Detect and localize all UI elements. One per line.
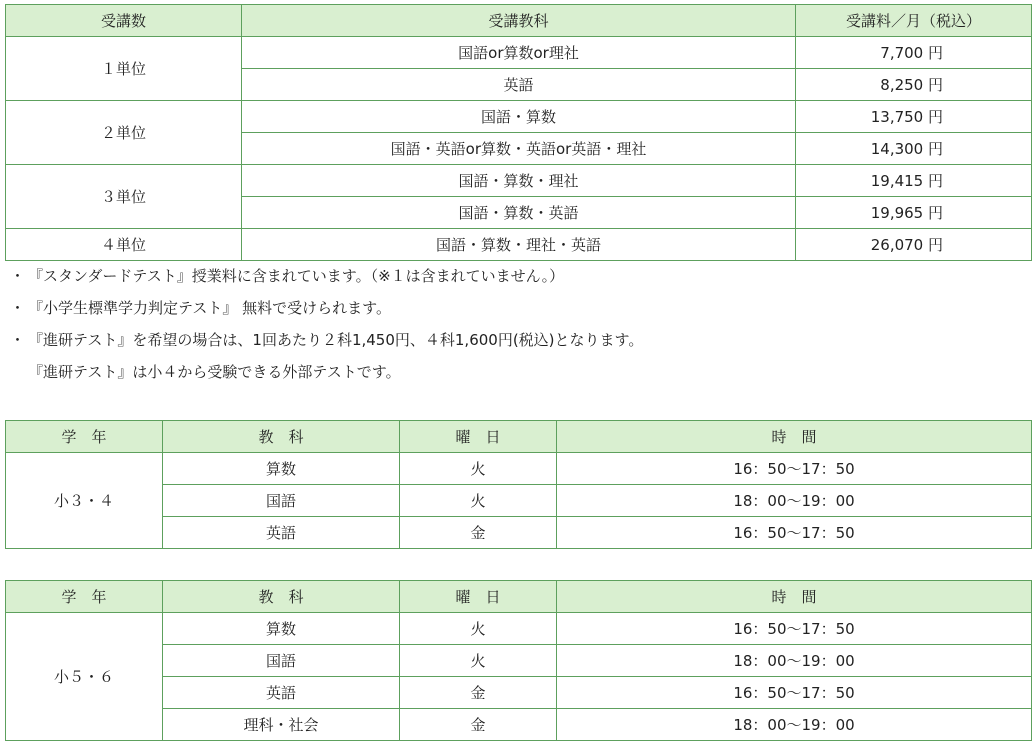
subjects-cell: 国語・算数・理社・英語 bbox=[242, 229, 796, 261]
fee-row bbox=[6, 229, 1032, 261]
price-cell: 14,300 円 bbox=[796, 133, 1032, 165]
note-text: 『小学生標準学力判定テスト』 無料で受けられます。 bbox=[28, 299, 391, 317]
note-item bbox=[10, 326, 1020, 358]
note-bullet: ・ bbox=[10, 331, 26, 349]
subjects-cell: 国語or算数or理社 bbox=[242, 37, 796, 69]
note-item bbox=[10, 358, 1020, 390]
price-cell: 19,965 円 bbox=[796, 197, 1032, 229]
subject-cell: 国語 bbox=[163, 485, 400, 517]
fee-row bbox=[6, 101, 1032, 133]
price-cell: 13,750 円 bbox=[796, 101, 1032, 133]
note-item bbox=[10, 294, 1020, 326]
day-cell: 金 bbox=[400, 677, 557, 709]
header-units: 受講数 bbox=[6, 5, 242, 37]
header-time: 時 間 bbox=[557, 421, 1032, 453]
schedule-header-row bbox=[6, 581, 1032, 613]
time-cell: 16：50〜17：50 bbox=[557, 453, 1032, 485]
header-grade: 学 年 bbox=[6, 421, 163, 453]
price-cell: 26,070 円 bbox=[796, 229, 1032, 261]
units-cell: ２単位 bbox=[6, 101, 242, 165]
price-cell: 7,700 円 bbox=[796, 37, 1032, 69]
schedule-row bbox=[6, 613, 1032, 645]
price-cell: 8,250 円 bbox=[796, 69, 1032, 101]
subjects-cell: 英語 bbox=[242, 69, 796, 101]
fee-table bbox=[5, 4, 1032, 261]
time-cell: 16：50〜17：50 bbox=[557, 677, 1032, 709]
units-cell: １単位 bbox=[6, 37, 242, 101]
subject-cell: 理科・社会 bbox=[163, 709, 400, 741]
units-cell: ４単位 bbox=[6, 229, 242, 261]
subject-cell: 算数 bbox=[163, 613, 400, 645]
header-grade: 学 年 bbox=[6, 581, 163, 613]
time-cell: 18：00〜19：00 bbox=[557, 485, 1032, 517]
time-cell: 18：00〜19：00 bbox=[557, 709, 1032, 741]
time-cell: 16：50〜17：50 bbox=[557, 613, 1032, 645]
schedule-table-grade-3-4 bbox=[5, 420, 1032, 549]
subjects-cell: 国語・算数 bbox=[242, 101, 796, 133]
notes-list bbox=[10, 262, 1020, 390]
header-subjects: 受講教科 bbox=[242, 5, 796, 37]
subjects-cell: 国語・算数・理社 bbox=[242, 165, 796, 197]
header-price: 受講料／月（税込） bbox=[796, 5, 1032, 37]
subjects-cell: 国語・算数・英語 bbox=[242, 197, 796, 229]
units-cell: ３単位 bbox=[6, 165, 242, 229]
header-subject: 教 科 bbox=[163, 421, 400, 453]
note-text: 『進研テスト』を希望の場合は、1回あたり２科1,450円、４科1,600円(税込)となります。 bbox=[28, 331, 644, 349]
note-text: 『スタンダードテスト』授業料に含まれています。（※１は含まれていません。） bbox=[28, 267, 565, 285]
schedule-header-row bbox=[6, 421, 1032, 453]
grade-cell: 小５・６ bbox=[6, 613, 163, 741]
header-day: 曜 日 bbox=[400, 581, 557, 613]
day-cell: 金 bbox=[400, 709, 557, 741]
time-cell: 16：50〜17：50 bbox=[557, 517, 1032, 549]
note-bullet: ・ bbox=[10, 299, 26, 317]
subject-cell: 英語 bbox=[163, 677, 400, 709]
subjects-cell: 国語・英語or算数・英語or英語・理社 bbox=[242, 133, 796, 165]
time-cell: 18：00〜19：00 bbox=[557, 645, 1032, 677]
note-bullet: ・ bbox=[10, 267, 26, 285]
header-subject: 教 科 bbox=[163, 581, 400, 613]
day-cell: 火 bbox=[400, 613, 557, 645]
subject-cell: 英語 bbox=[163, 517, 400, 549]
subject-cell: 国語 bbox=[163, 645, 400, 677]
grade-cell: 小３・４ bbox=[6, 453, 163, 549]
subject-cell: 算数 bbox=[163, 453, 400, 485]
day-cell: 火 bbox=[400, 453, 557, 485]
fee-header-row bbox=[6, 5, 1032, 37]
header-day: 曜 日 bbox=[400, 421, 557, 453]
fee-row bbox=[6, 37, 1032, 69]
day-cell: 火 bbox=[400, 485, 557, 517]
day-cell: 金 bbox=[400, 517, 557, 549]
fee-row bbox=[6, 165, 1032, 197]
note-text: 『進研テスト』は小４から受験できる外部テストです。 bbox=[28, 363, 401, 381]
schedule-table-grade-5-6 bbox=[5, 580, 1032, 741]
header-time: 時 間 bbox=[557, 581, 1032, 613]
day-cell: 火 bbox=[400, 645, 557, 677]
price-cell: 19,415 円 bbox=[796, 165, 1032, 197]
note-item bbox=[10, 262, 1020, 294]
note-bullet bbox=[10, 358, 28, 390]
schedule-row bbox=[6, 453, 1032, 485]
